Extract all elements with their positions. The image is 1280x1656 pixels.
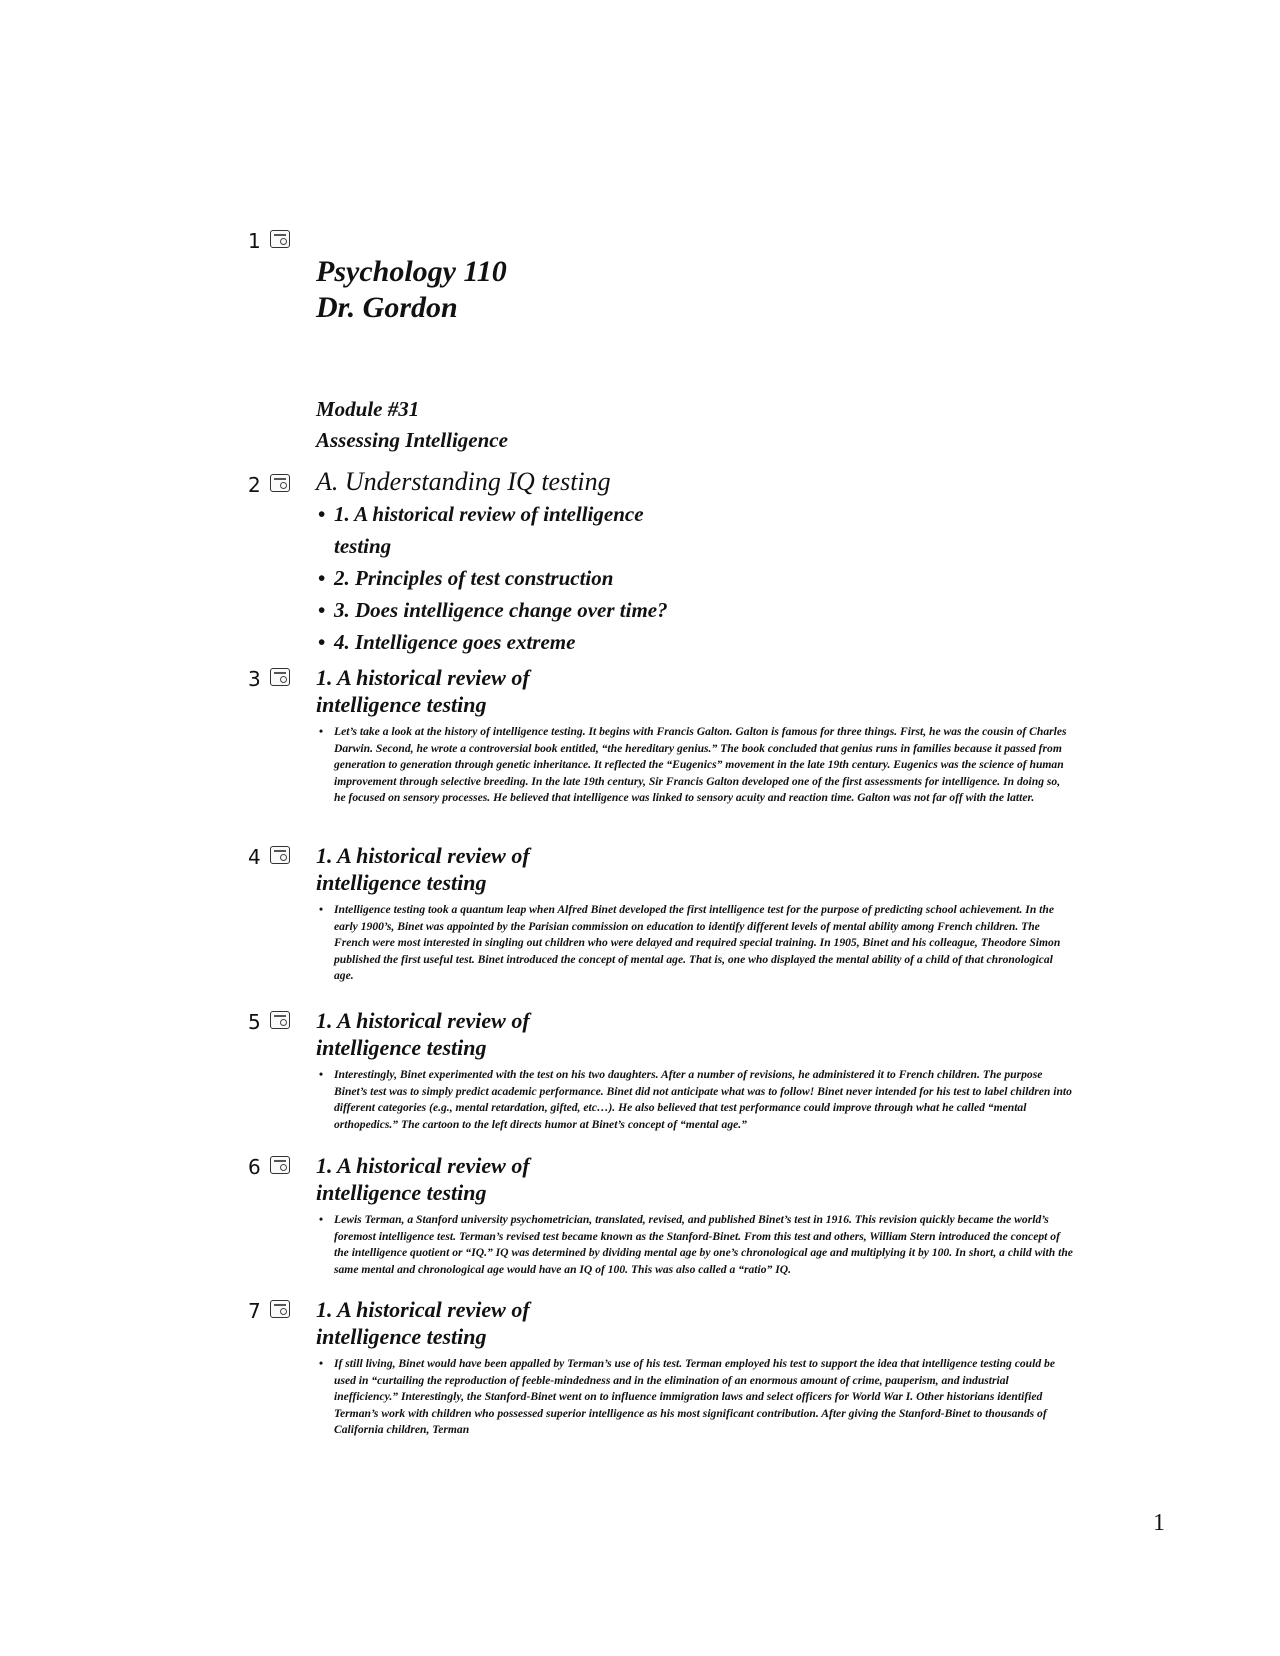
slide-heading: 1. A historical review of [316, 1297, 530, 1322]
slide-thumbnail-icon[interactable] [270, 1300, 290, 1318]
slide-heading: intelligence testing [316, 870, 487, 895]
slide-thumbnail-icon[interactable] [270, 474, 290, 492]
slide-heading: intelligence testing [316, 1035, 487, 1060]
slide-thumbnail-icon[interactable] [270, 1011, 290, 1029]
slide-number: 7 [248, 1299, 261, 1323]
slide-heading: 1. A historical review of [316, 1008, 530, 1033]
slide-heading: intelligence testing [316, 1180, 487, 1205]
slide-number: 4 [248, 845, 261, 869]
slide-heading: intelligence testing [316, 1324, 487, 1349]
slide-content [316, 466, 1066, 658]
instructor-name: Dr. Gordon [316, 291, 458, 324]
slide-thumbnail-icon[interactable] [270, 668, 290, 686]
topic-list [316, 498, 1066, 658]
list-item: • 3. Does intelligence change over time? [316, 594, 684, 626]
list-item: • 1. A historical review of intelligence testing [316, 498, 684, 562]
slide-content [316, 254, 1066, 456]
slide-number: 1 [248, 229, 261, 253]
slide-heading: intelligence testing [316, 692, 487, 717]
slide-thumbnail-icon[interactable] [270, 846, 290, 864]
list-item: • 4. Intelligence goes extreme [316, 626, 684, 658]
list-item: • 2. Principles of test construction [316, 562, 684, 594]
slide-thumbnail-icon[interactable] [270, 1156, 290, 1174]
slide-number: 3 [248, 667, 261, 691]
slide-body-text: • If still living, Binet would have been appalled by Terman’s use of his test. Terman employed his test to support the idea that intelligence testing could be used in “curtailing the reproduction of feeble-mindedness and in the elimination of an enormous amount of crime, pauperism, and industrial inefficiency.” Interestingly, the Stanford-Binet went on to influence immigration laws and select officers for World War I. Other historians identified Terman’s work with children who possessed superior intelligence as his most significant contribution. After giving the Stanford-Binet to thousands of California children, Terman [316, 1356, 1074, 1439]
slide-number: 6 [248, 1155, 261, 1179]
slide-body-text: • Let’s take a look at the history of intelligence testing. It begins with Francis Galton. Galton is famous for three things. First, he was the cousin of Charles Darwin. Second, he wrote a controversial book entitled, “the hereditary genius.” The book concluded that genius runs in families because it passed from generation to generation through genetic inheritance. It reflected the “Eugenics” movement in the late 19th century. Eugenics was the science of human improvement through selective breeding. In the late 19th century, Sir Francis Galton developed one of the first assessments for intelligence. In doing so, he focused on sensory processes. He believed that intelligence was linked to sensory acuity and reaction time. Galton was not far off with the latter. [316, 724, 1074, 807]
slide-content [316, 842, 1066, 985]
section-heading: A. Understanding IQ testing [316, 467, 611, 496]
slide-heading: 1. A historical review of [316, 843, 530, 868]
slide-number: 5 [248, 1010, 261, 1034]
slide-content [316, 664, 1066, 807]
course-title: Psychology 110 [316, 255, 507, 288]
slide-content [316, 1296, 1066, 1439]
slide-content [316, 1007, 1072, 1133]
page-number: 1 [1153, 1510, 1165, 1536]
slide-body-text: • Intelligence testing took a quantum leap when Alfred Binet developed the first intelligence test for the purpose of predicting school achievement. In the early 1900’s, Binet was appointed by the Parisian commission on education to identify different levels of mental ability among French children. The French were most interested in singling out children who were delayed and required special training. In 1905, Binet and his colleague, Theodore Simon published the first useful test. Binet introduced the concept of mental age. That is, one who displayed the mental ability of a child of that chronological age. [316, 902, 1074, 985]
module-number: Module #31 [316, 397, 420, 421]
module-title: Assessing Intelligence [316, 428, 508, 452]
slide-thumbnail-icon[interactable] [270, 230, 290, 248]
slide-number: 2 [248, 473, 261, 497]
slide-content [316, 1152, 1073, 1278]
slide-body-text: • Interestingly, Binet experimented with the test on his two daughters. After a number of revisions, he administered it to French children. The purpose Binet’s test was to simply predict academic performance. Binet did not anticipate what was to follow! Binet never intended for his test to label children into different categories (e.g., mental retardation, gifted, etc…). He also believed that test performance could improve through what he called “mental orthopedics.” The cartoon to the left directs humor at Binet’s concept of “mental age.” [316, 1067, 1074, 1133]
slide-body-text: • Lewis Terman, a Stanford university psychometrician, translated, revised, and published Binet’s test in 1916. This revision quickly became the world’s foremost intelligence test. Terman’s revised test became known as the Stanford-Binet. From this test and others, William Stern introduced the concept of the intelligence quotient or “IQ.” IQ was determined by dividing mental age by one’s chronological age and multiplying it by 100. In short, a child with the same mental and chronological age would have an IQ of 100. This was also called a “ratio” IQ. [316, 1212, 1074, 1278]
slide-heading: 1. A historical review of [316, 665, 530, 690]
slide-heading: 1. A historical review of [316, 1153, 530, 1178]
